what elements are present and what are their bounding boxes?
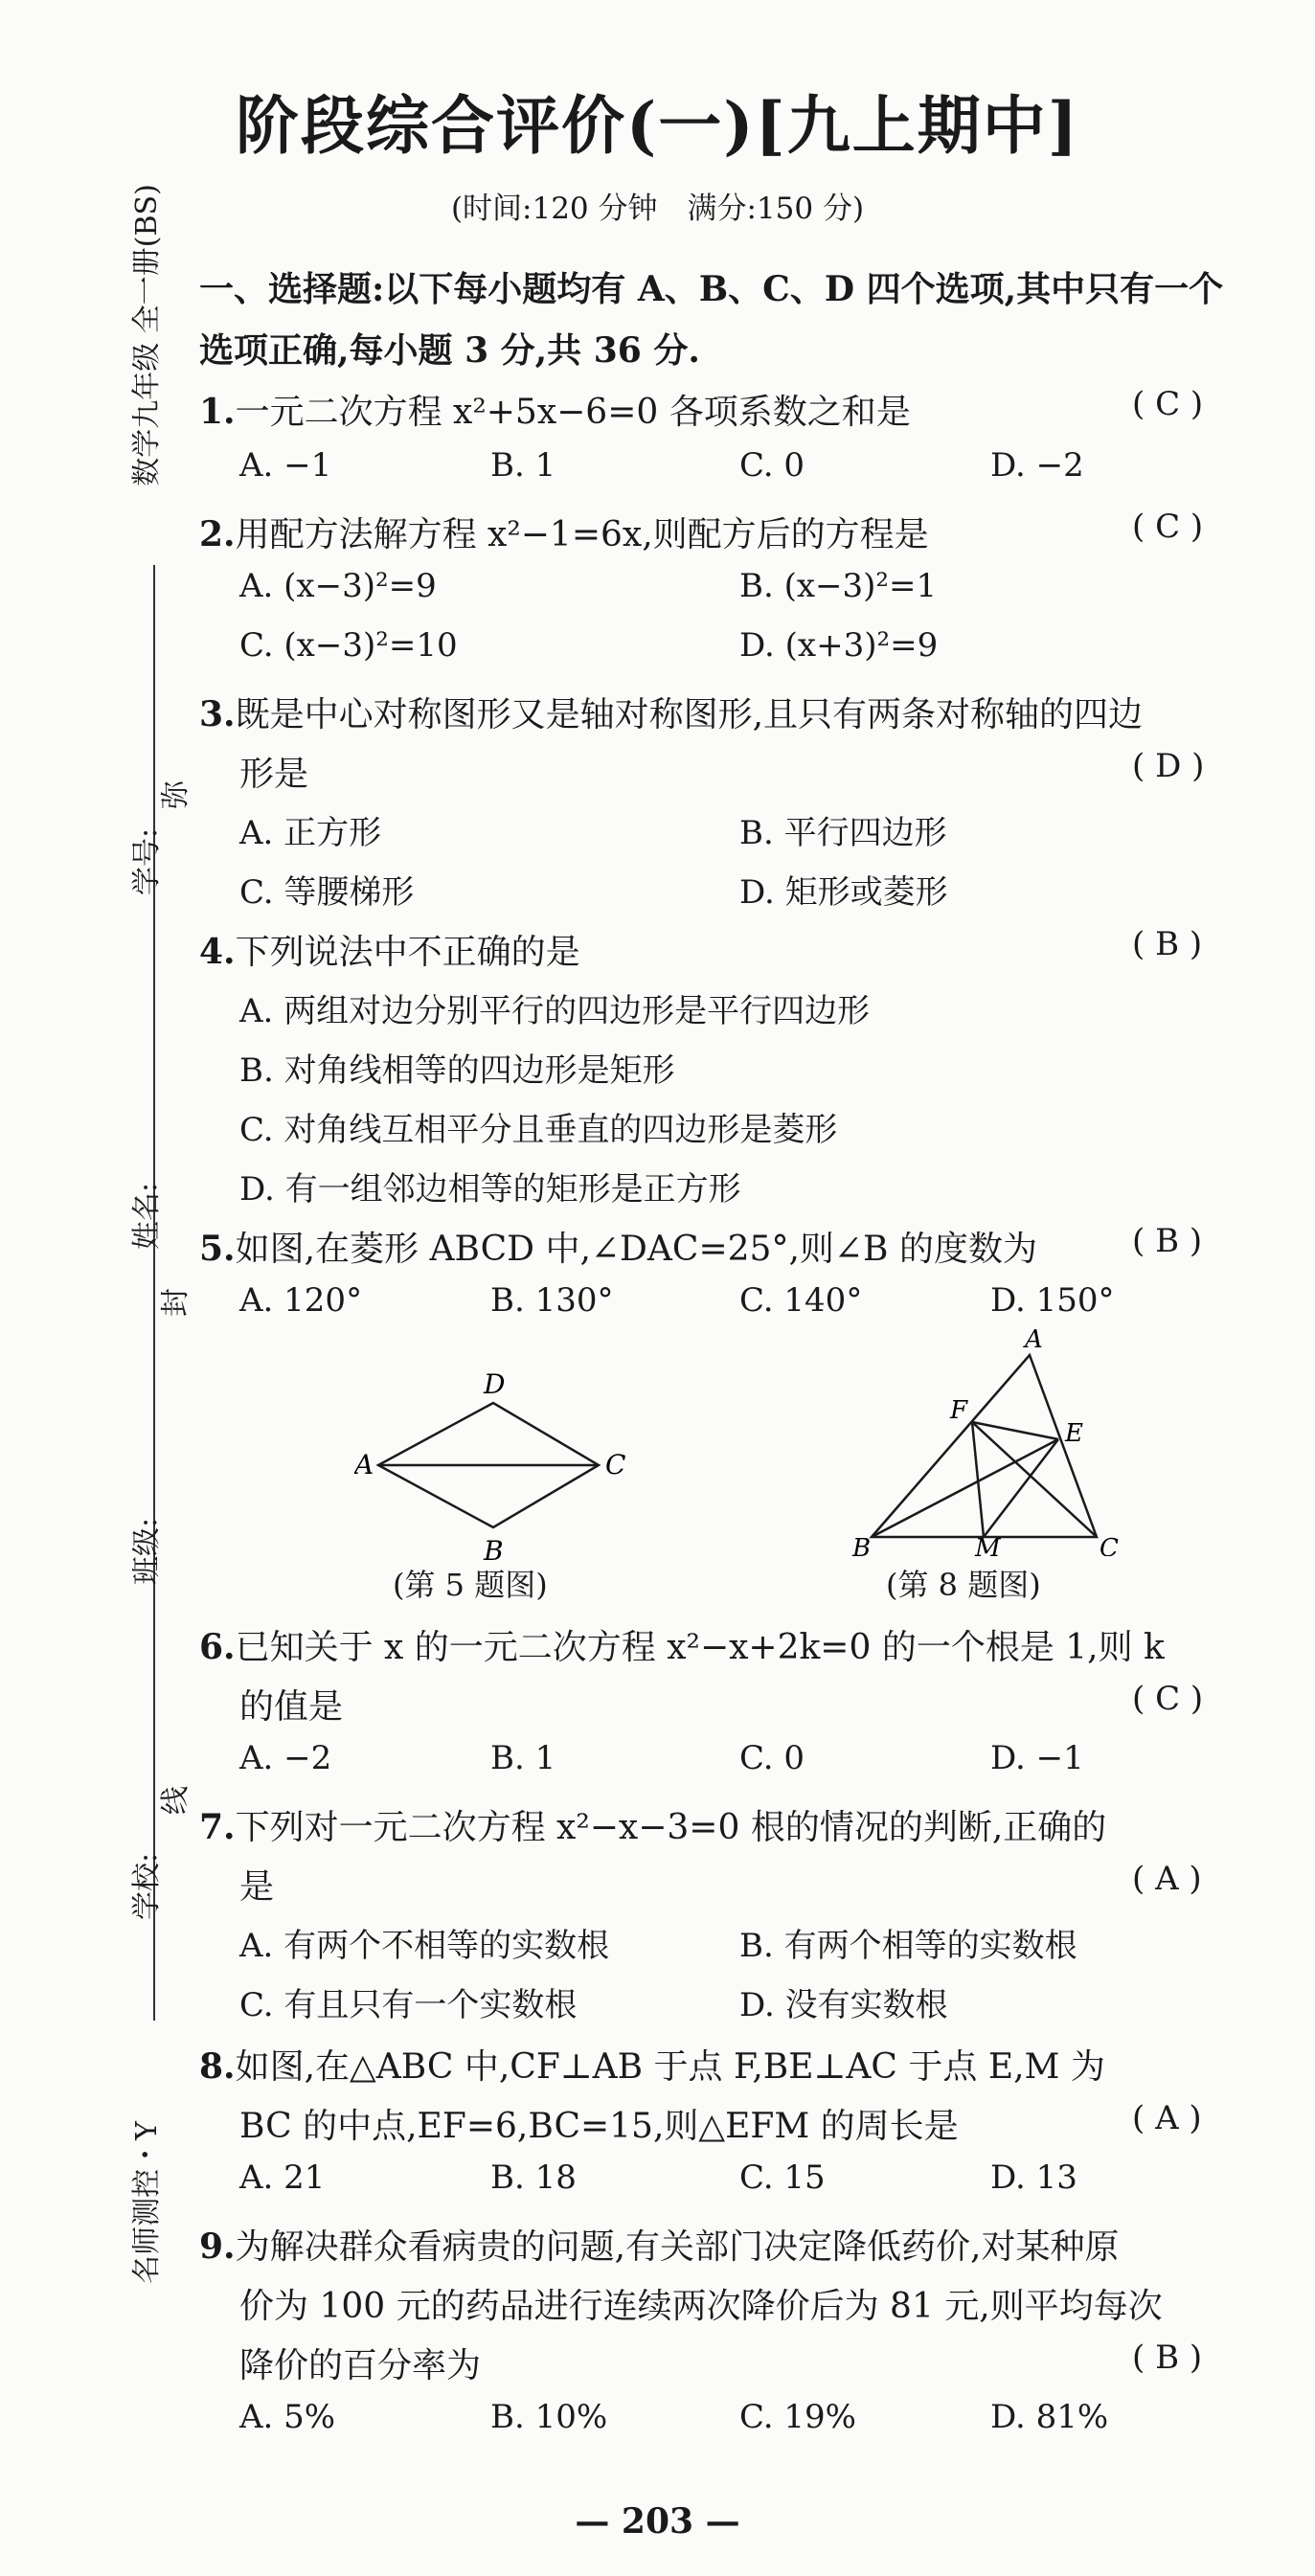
q5-option-c: C. 140° [739,1281,863,1320]
figure-8-caption: (第 8 题图) [886,1567,1041,1603]
side-school: 学校: [130,1852,165,1921]
section-heading-2: 选项正确,每小题 3 分,共 36 分. [199,330,700,371]
q8-option-d: D. 13 [990,2158,1077,2197]
side-mark-mi: 弥 [159,780,193,809]
q2-option-d: D. (x+3)²=9 [739,626,939,665]
label-c: C [1100,1534,1119,1556]
q5-answer: ( B ) [1132,1222,1203,1260]
q6-option-d: D. −1 [990,1739,1084,1777]
q2-option-b: B. (x−3)²=1 [739,567,938,605]
section-heading: 一、选择题:以下每小题均有 A、B、C、D 四个选项,其中只有一个 [199,269,1224,309]
label-e: E [1065,1419,1083,1448]
q3-option-d: D. 矩形或菱形 [739,873,948,912]
label-f: F [950,1396,968,1425]
q3-stem-2: 形是 [239,755,309,794]
q8-option-b: B. 18 [490,2158,577,2197]
q4-option-b: B. 对角线相等的四边形是矩形 [239,1051,675,1090]
segment-ef [972,1422,1058,1439]
label-m: M [975,1534,1001,1556]
q1-stem: 1.一元二次方程 x²+5x−6=0 各项系数之和是 [199,392,911,432]
side-name: 姓名: [130,1182,165,1251]
q6-option-a: A. −2 [239,1739,332,1777]
q9-option-c: C. 19% [739,2398,856,2436]
side-book-label: 数学九年级 全一册(BS) [130,184,165,486]
q4-stem: 4.下列说法中不正确的是 [199,932,580,972]
segment-em [984,1439,1058,1537]
q6-answer: ( C ) [1132,1680,1204,1718]
q8-option-c: C. 15 [739,2158,826,2197]
q4-answer: ( B ) [1132,925,1203,963]
q5-option-b: B. 130° [490,1281,614,1320]
q1-option-a: A. −1 [239,446,332,485]
label-c: C [605,1449,626,1480]
label-b: B [852,1534,872,1556]
q7-answer: ( A ) [1132,1860,1202,1898]
q7-option-d: D. 没有实数根 [739,1986,948,2024]
page-title: 阶段综合评价(一)[九上期中] [236,88,1079,163]
q9-stem-2: 价为 100 元的药品进行连续两次降价后为 81 元,则平均每次 [239,2287,1163,2326]
segment-be [872,1439,1058,1537]
label-a: A [1025,1326,1043,1354]
q6-stem-2: 的值是 [239,1687,344,1727]
q1-option-d: D. −2 [990,446,1084,485]
page-number: — 203 — [575,2501,740,2542]
q8-answer: ( A ) [1132,2099,1202,2137]
figure-5-caption: (第 5 题图) [393,1567,548,1603]
q4-option-a: A. 两组对边分别平行的四边形是平行四边形 [239,992,871,1030]
figure-8-triangle [843,1326,1130,1556]
label-a: A [354,1449,374,1480]
q2-stem: 2.用配方法解方程 x²−1=6x,则配方后的方程是 [199,514,929,554]
q5-option-a: A. 120° [239,1281,363,1320]
q7-option-b: B. 有两个相等的实数根 [739,1927,1077,1965]
q7-option-c: C. 有且只有一个实数根 [239,1986,578,2024]
q3-stem: 3.既是中心对称图形又是轴对称图形,且只有两条对称轴的四边 [199,694,1144,734]
q4-option-c: C. 对角线互相平分且垂直的四边形是菱形 [239,1111,838,1149]
q3-answer: ( D ) [1132,747,1205,785]
q6-option-c: C. 0 [739,1739,805,1777]
label-b: B [484,1535,504,1566]
side-student-no: 学号: [130,827,165,896]
q1-answer: ( C ) [1132,385,1204,423]
q9-option-b: B. 10% [490,2398,608,2436]
q2-option-a: A. (x−3)²=9 [239,567,437,605]
q2-option-c: C. (x−3)²=10 [239,626,458,665]
q6-stem: 6.已知关于 x 的一元二次方程 x²−x+2k=0 的一个根是 1,则 k [199,1627,1165,1667]
q7-stem-2: 是 [239,1867,275,1907]
q5-option-d: D. 150° [990,1281,1115,1320]
q3-option-a: A. 正方形 [239,814,382,852]
q5-stem: 5.如图,在菱形 ABCD 中,∠DAC=25°,则∠B 的度数为 [199,1229,1037,1269]
q8-stem-2: BC 的中点,EF=6,BC=15,则△EFM 的周长是 [239,2107,959,2146]
q6-option-b: B. 1 [490,1739,556,1777]
q1-option-c: C. 0 [739,446,805,485]
side-mark-xian: 线 [159,1786,193,1815]
q9-stem: 9.为解决群众看病贵的问题,有关部门决定降低药价,对某种原 [199,2226,1120,2267]
q8-stem: 8.如图,在△ABC 中,CF⊥AB 于点 F,BE⊥AC 于点 E,M 为 [199,2046,1105,2087]
q8-option-a: A. 21 [239,2158,326,2197]
q2-answer: ( C ) [1132,508,1204,546]
side-brand: 名师测控・Y [130,2121,164,2284]
q9-stem-3: 降价的百分率为 [239,2346,482,2385]
q9-option-a: A. 5% [239,2398,336,2436]
figure-5-rhombus [354,1365,642,1566]
side-class: 班级: [130,1517,165,1586]
side-mark-feng: 封 [159,1288,193,1317]
exam-meta: (时间:120 分钟 满分:150 分) [450,192,865,226]
q1-option-b: B. 1 [490,446,556,485]
q3-option-c: C. 等腰梯形 [239,873,415,912]
q7-option-a: A. 有两个不相等的实数根 [239,1927,610,1965]
q9-option-d: D. 81% [990,2398,1109,2436]
q3-option-b: B. 平行四边形 [739,814,947,852]
q7-stem: 7.下列对一元二次方程 x²−x−3=0 根的情况的判断,正确的 [199,1807,1107,1847]
triangle-abc [872,1355,1097,1537]
q9-answer: ( B ) [1132,2339,1203,2377]
q4-option-d: D. 有一组邻边相等的矩形是正方形 [239,1170,741,1209]
label-d: D [484,1368,506,1400]
